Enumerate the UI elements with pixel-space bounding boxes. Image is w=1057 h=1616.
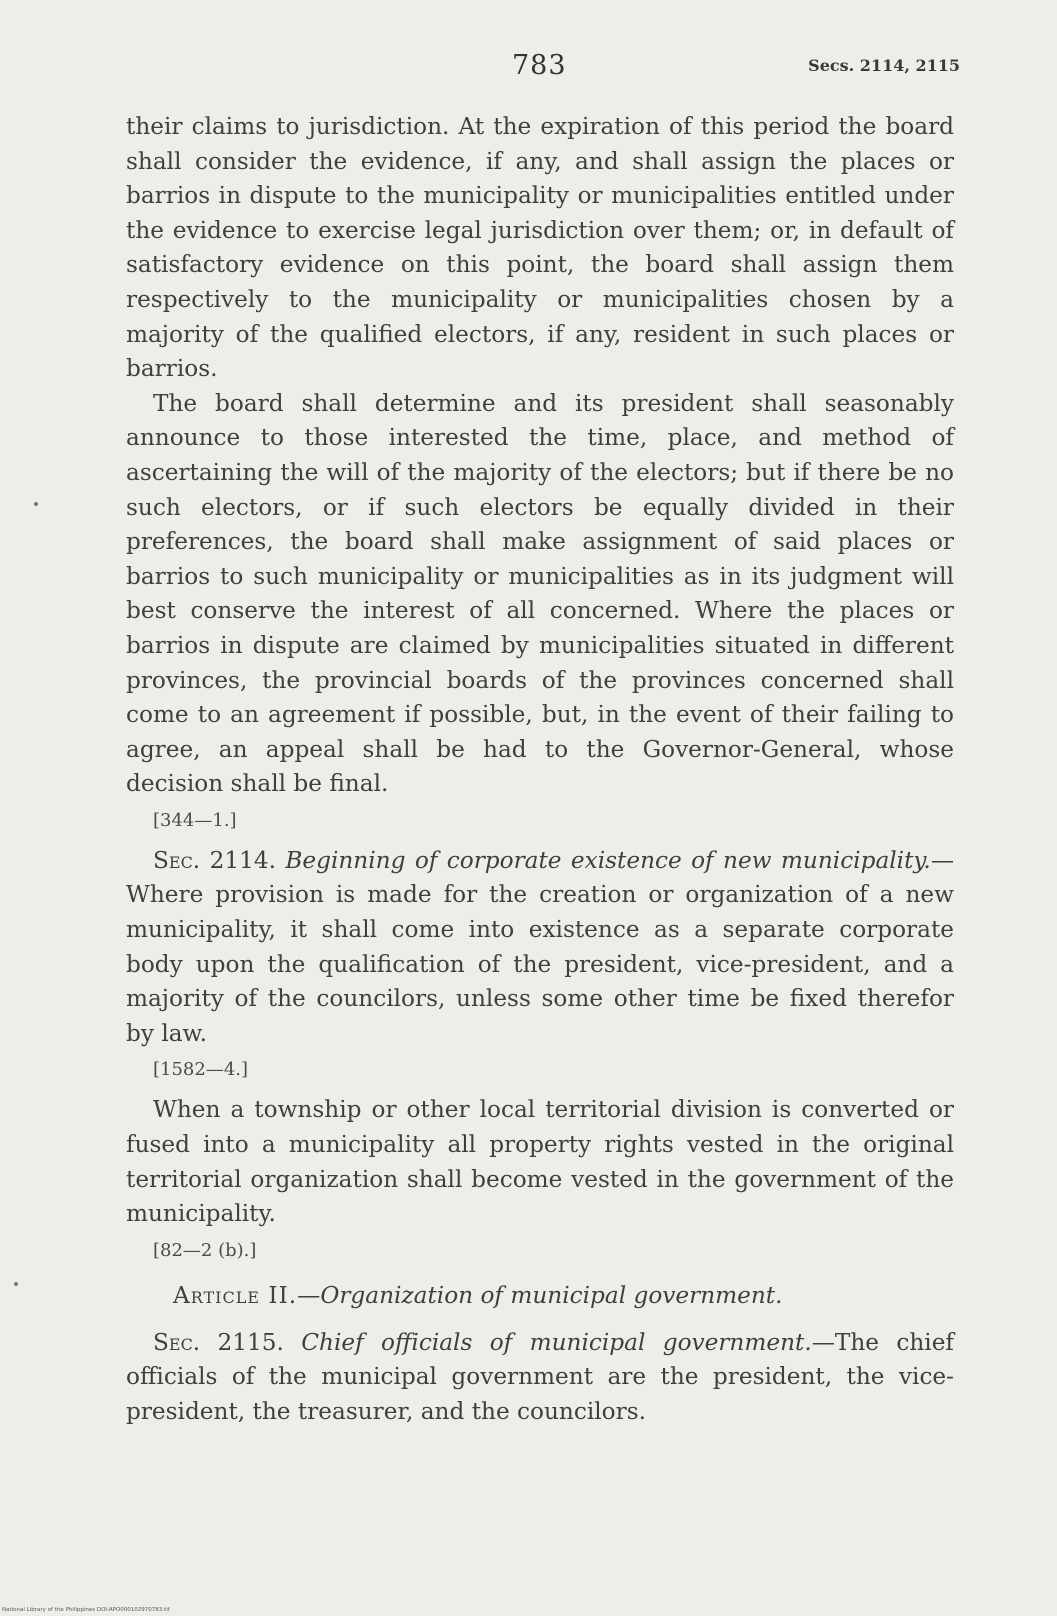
article-heading — [173, 1278, 954, 1314]
article-label: Article II. — [173, 1281, 298, 1309]
section-2114-title: Beginning of corporate existence of new municipality. — [285, 846, 931, 874]
section-2115-text: —The chief officials of the municipal government are the president, the vice-president, the treasurer, and the councilors. — [126, 1328, 955, 1425]
running-section-reference: Secs. 2114, 2115 — [808, 56, 960, 75]
section-2114-label: Sec. 2114. — [153, 846, 276, 874]
section-2114-text: —Where provision is made for the creation or organization of a new municipality, it shall come into existence as a separate corporate body upon the qualification of the president, vice-president, and a majority of the councilors, unless some other time be fixed therefor by law. — [126, 846, 954, 1047]
citation-82: [82—2 (b).] — [153, 1239, 257, 1261]
scan-speck — [34, 502, 38, 506]
page-header — [0, 50, 1057, 90]
paragraph-board-determination: The board shall determine and its president shall seasonably announce to those interested the time, place, and method of ascertaining the will of the majority of the electors; but if there be no such electors, or if such electors be equally divided in their preferences, the board shall make assignment of said places or barrios to such municipality or municipalities as in its judgment will best conserve the interest of all concerned. Where the places or barrios in dispute are claimed by municipalities situated in different provinces, the provincial boards of the provinces concerned shall come to an agreement if possible, but, in the event of their failing to agree, an appeal shall be had to the Governor-General, whose decision shall be final. — [126, 389, 954, 798]
paragraph-township-conversion: When a township or other local territorial division is converted or fused into a municipality all property rights vested in the original territorial organization shall become vested in the government of the municipality. — [126, 1096, 954, 1228]
paragraph-continuation: their claims to jurisdiction. At the expiration of this period the board shall consider the evidence, if any, and shall assign the places or barrios in dispute to the municipality or municipalities entitled under the evidence to exercise legal jurisdiction over them; or, in default of satisfactory evidence on this point, the board shall assign them respectively to the municipality or municipalities chosen by a majority of the qualified electors, if any, resident in such places or barrios. — [126, 113, 954, 383]
page-number: 783 — [512, 50, 567, 81]
section-2115-label: Sec. 2115. — [153, 1328, 284, 1356]
section-2115 — [126, 1326, 954, 1430]
article-title: —Organization of municipal government. — [297, 1281, 783, 1309]
body-text — [126, 110, 954, 1430]
scan-speck — [14, 1282, 18, 1286]
citation-344: [344—1.] — [153, 809, 237, 831]
scan-footer: National Library of the Philippines DOI:APO000102970783.tif — [2, 1607, 170, 1613]
section-2115-title: Chief officials of municipal government. — [301, 1328, 812, 1356]
citation-1582: [1582—4.] — [153, 1059, 249, 1081]
section-2114 — [126, 844, 954, 1052]
